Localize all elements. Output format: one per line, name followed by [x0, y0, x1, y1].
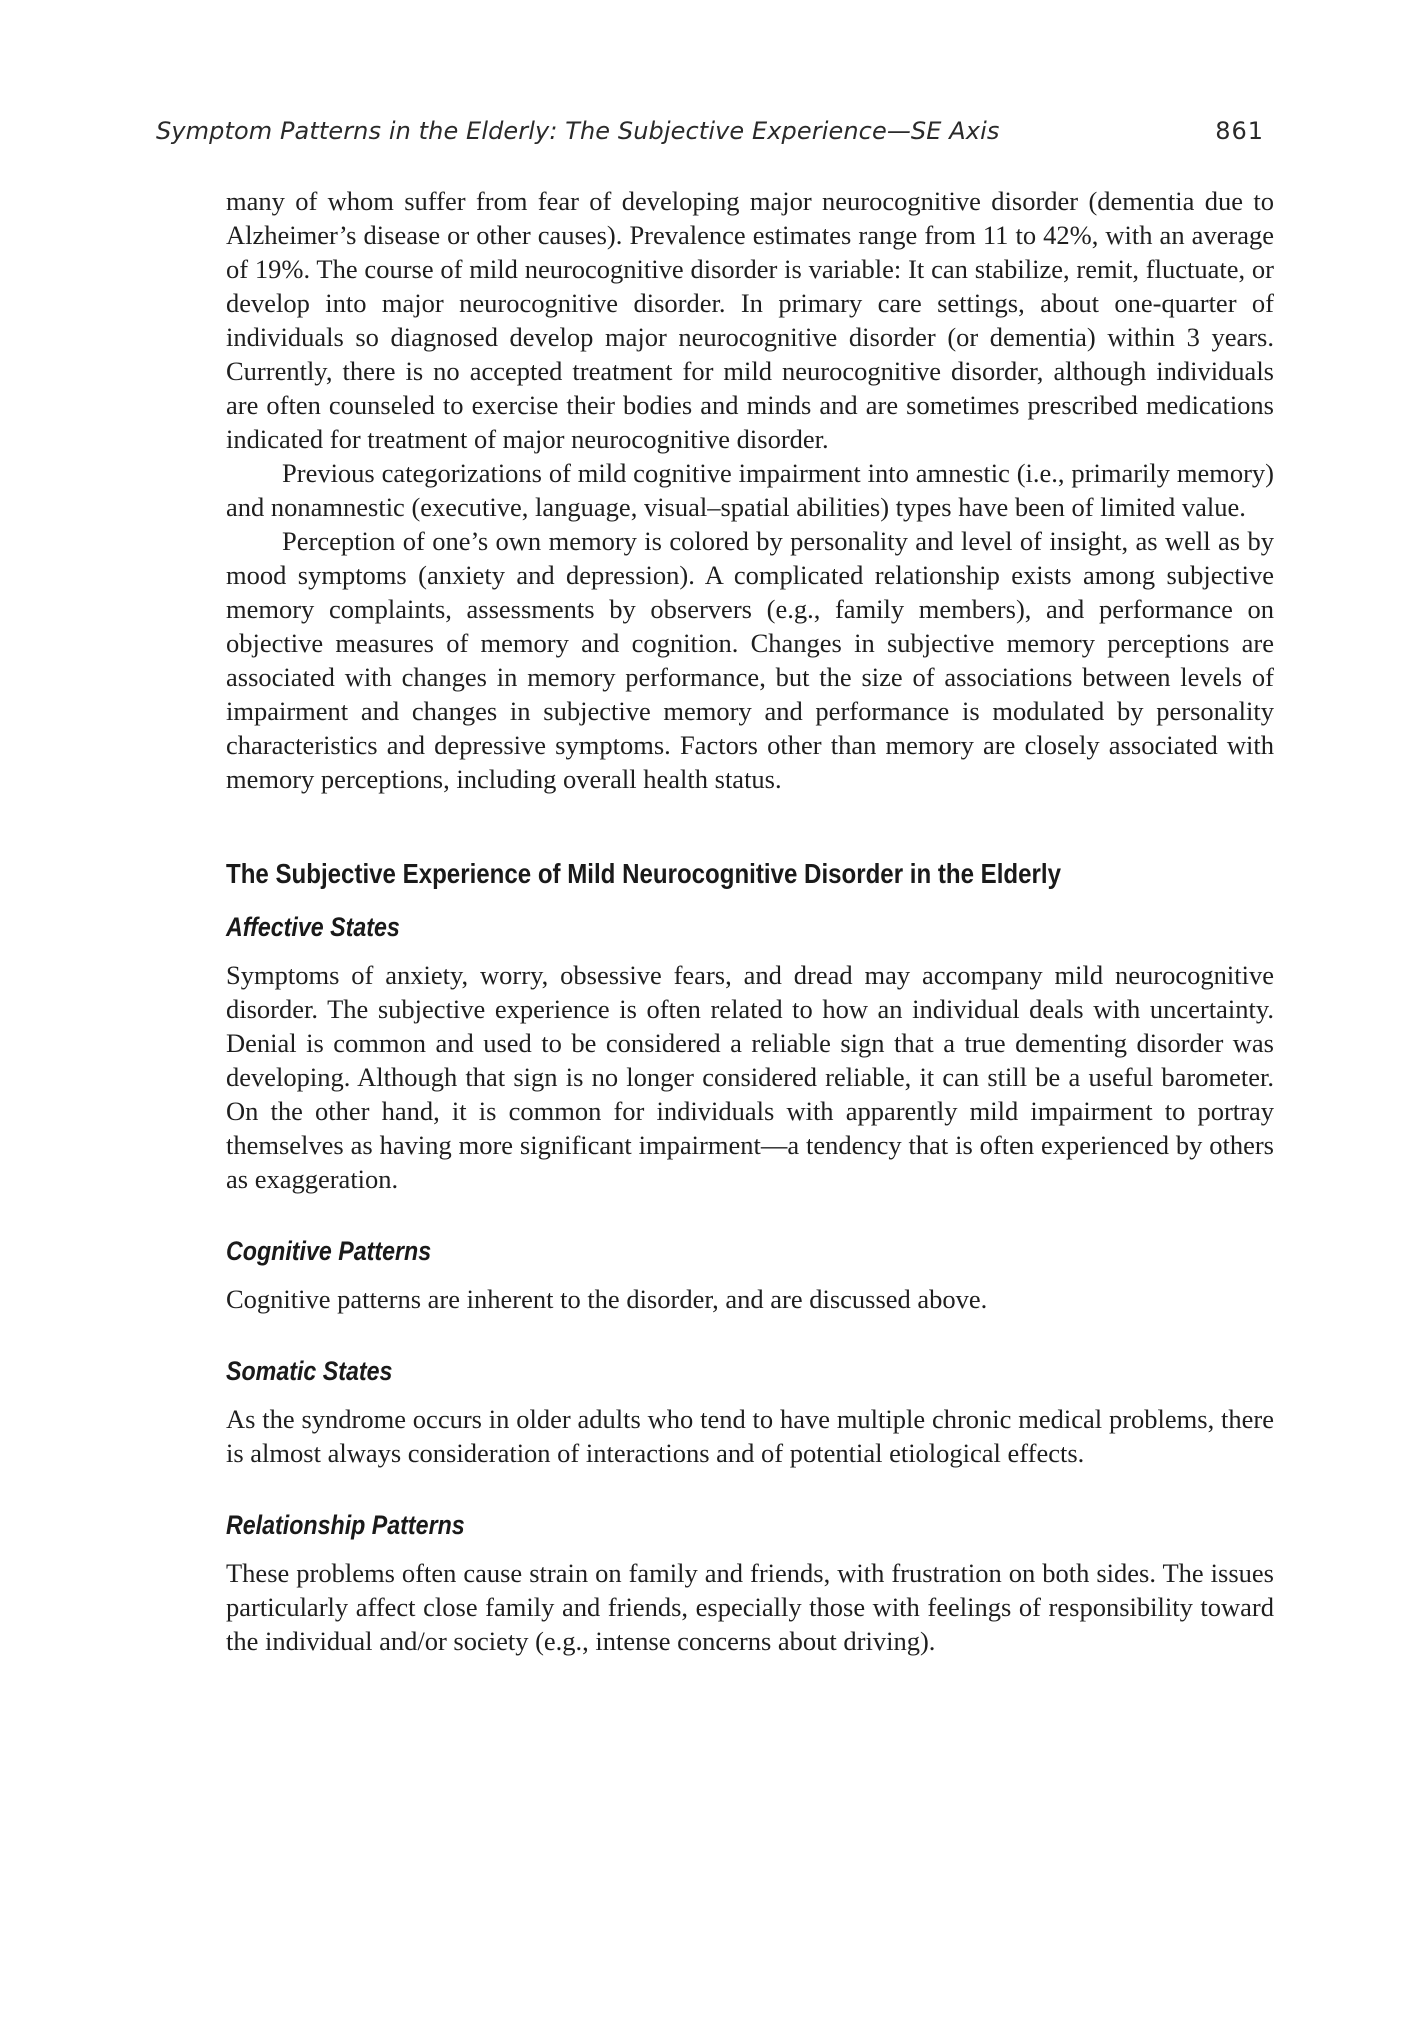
subheading-cognitive-patterns: Cognitive Patterns [226, 1236, 432, 1266]
paragraph-cognitive-patterns: Cognitive patterns are inherent to the disorder, and are discussed above. [226, 1284, 988, 1314]
subheading-relationship-patterns: Relationship Patterns [226, 1510, 465, 1540]
paragraph-relationship-patterns: These problems often cause strain on family and friends, with frustration on both sides. The issues particularly affect close family and friends, especially those with feelings of responsibility toward the individual and/or society (e.g., intense concerns about driving). [226, 1558, 1274, 1656]
paragraph-affective-states: Symptoms of anxiety, worry, obsessive fears, and dread may accompany mild neurocognitive disorder. The subjective experience is often related to how an individual deals with uncertainty. Denial is common and used to be considered a reliable sign that a true dementing disorder was developing. Although that sign is no longer considered reliable, it can still be a useful barometer. On the other hand, it is common for individuals with apparently mild impairment to portray themselves as having more significant impairment—a tendency that is often experienced by others as exaggeration. [226, 960, 1274, 1194]
subheading-affective-states: Affective States [226, 912, 400, 942]
subheading-somatic-states: Somatic States [226, 1356, 393, 1386]
running-head-title: Symptom Patterns in the Elderly: The Subjective Experience—SE Axis [156, 117, 1000, 145]
page-number: 861 [1215, 117, 1264, 145]
section-heading: The Subjective Experience of Mild Neurocognitive Disorder in the Elderly [226, 858, 1061, 889]
body-text [226, 184, 1274, 1658]
paragraph-continued: many of whom suffer from fear of developing major neurocognitive disorder (dementia due to Alzheimer’s disease or other causes). Prevalence estimates range from 11 to 42%, with an average of 19%. The course of mild neurocognitive disorder is variable: It can stabilize, remit, fluctuate, or develop into major neurocognitive disorder. In primary care settings, about one-quarter of individuals so diagnosed develop major neurocognitive disorder (or dementia) within 3 years. Currently, there is no accepted treatment for mild neurocognitive disorder, although individuals are often counseled to exercise their bodies and minds and are sometimes prescribed medications indicated for treatment of major neurocognitive disorder. [226, 186, 1274, 454]
running-head [156, 117, 1264, 157]
paragraph-memory-perception: Perception of one’s own memory is colored by personality and level of insight, as well as by mood symptoms (anxiety and depression). A complicated relationship exists among subjective memory complaints, assessments by observers (e.g., family members), and performance on objective measures of memory and cognition. Changes in subjective memory perceptions are associated with changes in memory performance, but the size of associations between levels of impairment and changes in subjective memory and performance is modulated by personality characteristics and depressive symptoms. Factors other than memory are closely associated with memory perceptions, including overall health status. [226, 526, 1274, 794]
paragraph-somatic-states: As the syndrome occurs in older adults who tend to have multiple chronic medical problems, there is almost always consideration of interactions and of potential etiological effects. [226, 1404, 1274, 1468]
paragraph-categorizations: Previous categorizations of mild cognitive impairment into amnestic (i.e., primarily memory) and nonamnestic (executive, language, visual–spatial abilities) types have been of limited value. [226, 458, 1274, 522]
